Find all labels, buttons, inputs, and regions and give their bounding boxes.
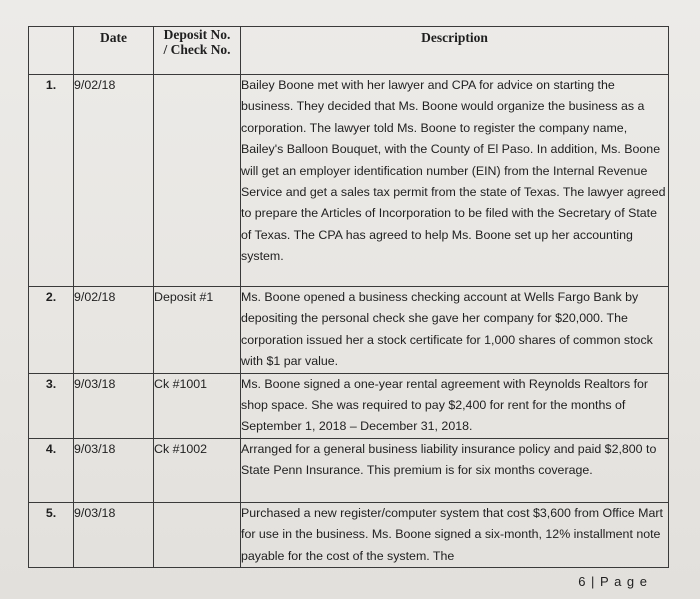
transactions-table — [28, 26, 669, 568]
row-description: Ms. Boone signed a one-year rental agreement with Reynolds Realtors for shop space. She was required to pay $2,400 for rent for the months of September 1, 2018 – December 31, 2018. — [241, 373, 669, 438]
table-header-row — [29, 27, 669, 75]
row-number: 2. — [29, 287, 74, 374]
row-date: 9/03/18 — [74, 438, 154, 502]
row-number: 3. — [29, 373, 74, 438]
row-reference: Deposit #1 — [154, 287, 241, 374]
table-row — [29, 287, 669, 374]
row-reference — [154, 502, 241, 567]
row-number: 1. — [29, 75, 74, 287]
description-column-header: Description — [241, 27, 669, 75]
table-row — [29, 502, 669, 567]
date-column-header: Date — [74, 27, 154, 75]
deposit-header-line1: Deposit No. — [163, 27, 231, 42]
row-reference: Ck #1002 — [154, 438, 241, 502]
row-date: 9/02/18 — [74, 75, 154, 287]
row-description: Arranged for a general business liability insurance policy and paid $2,800 to State Penn Insurance. This premium is for six months coverage. — [241, 438, 669, 502]
number-column-header — [29, 27, 74, 75]
row-date: 9/03/18 — [74, 373, 154, 438]
deposit-header-line2: / Check No. — [163, 42, 231, 57]
row-date: 9/03/18 — [74, 502, 154, 567]
row-date: 9/02/18 — [74, 287, 154, 374]
row-description: Bailey Boone met with her lawyer and CPA for advice on starting the business. They decided that Ms. Boone would organize the business as a corporation. The lawyer told Ms. Boone to register the company name, Bailey's Balloon Bouquet, with the County of El Paso. In addition, Ms. Boone will get an employer identification number (EIN) from the Internal Revenue Service and get a sales tax permit from the state of Texas. The lawyer agreed to prepare the Articles of Incorporation to be filed with the Secretary of State of Texas. The CPA has agreed to help Ms. Boone set up her accounting system. — [241, 75, 669, 287]
row-reference: Ck #1001 — [154, 373, 241, 438]
row-number: 5. — [29, 502, 74, 567]
table-row — [29, 438, 669, 502]
row-reference — [154, 75, 241, 287]
deposit-check-column-header — [154, 27, 241, 75]
table-row — [29, 75, 669, 287]
row-number: 4. — [29, 438, 74, 502]
table-row — [29, 373, 669, 438]
row-description: Purchased a new register/computer system that cost $3,600 from Office Mart for use in the business. Ms. Boone signed a six-month, 12% installment note payable for the cost of the system. The — [241, 502, 669, 567]
row-description: Ms. Boone opened a business checking account at Wells Fargo Bank by depositing the personal check she gave her company for $20,000. The corporation issued her a stock certificate for 1,000 shares of common stock with $1 par value. — [241, 287, 669, 374]
page-number: 6 | P a g e — [578, 574, 648, 589]
